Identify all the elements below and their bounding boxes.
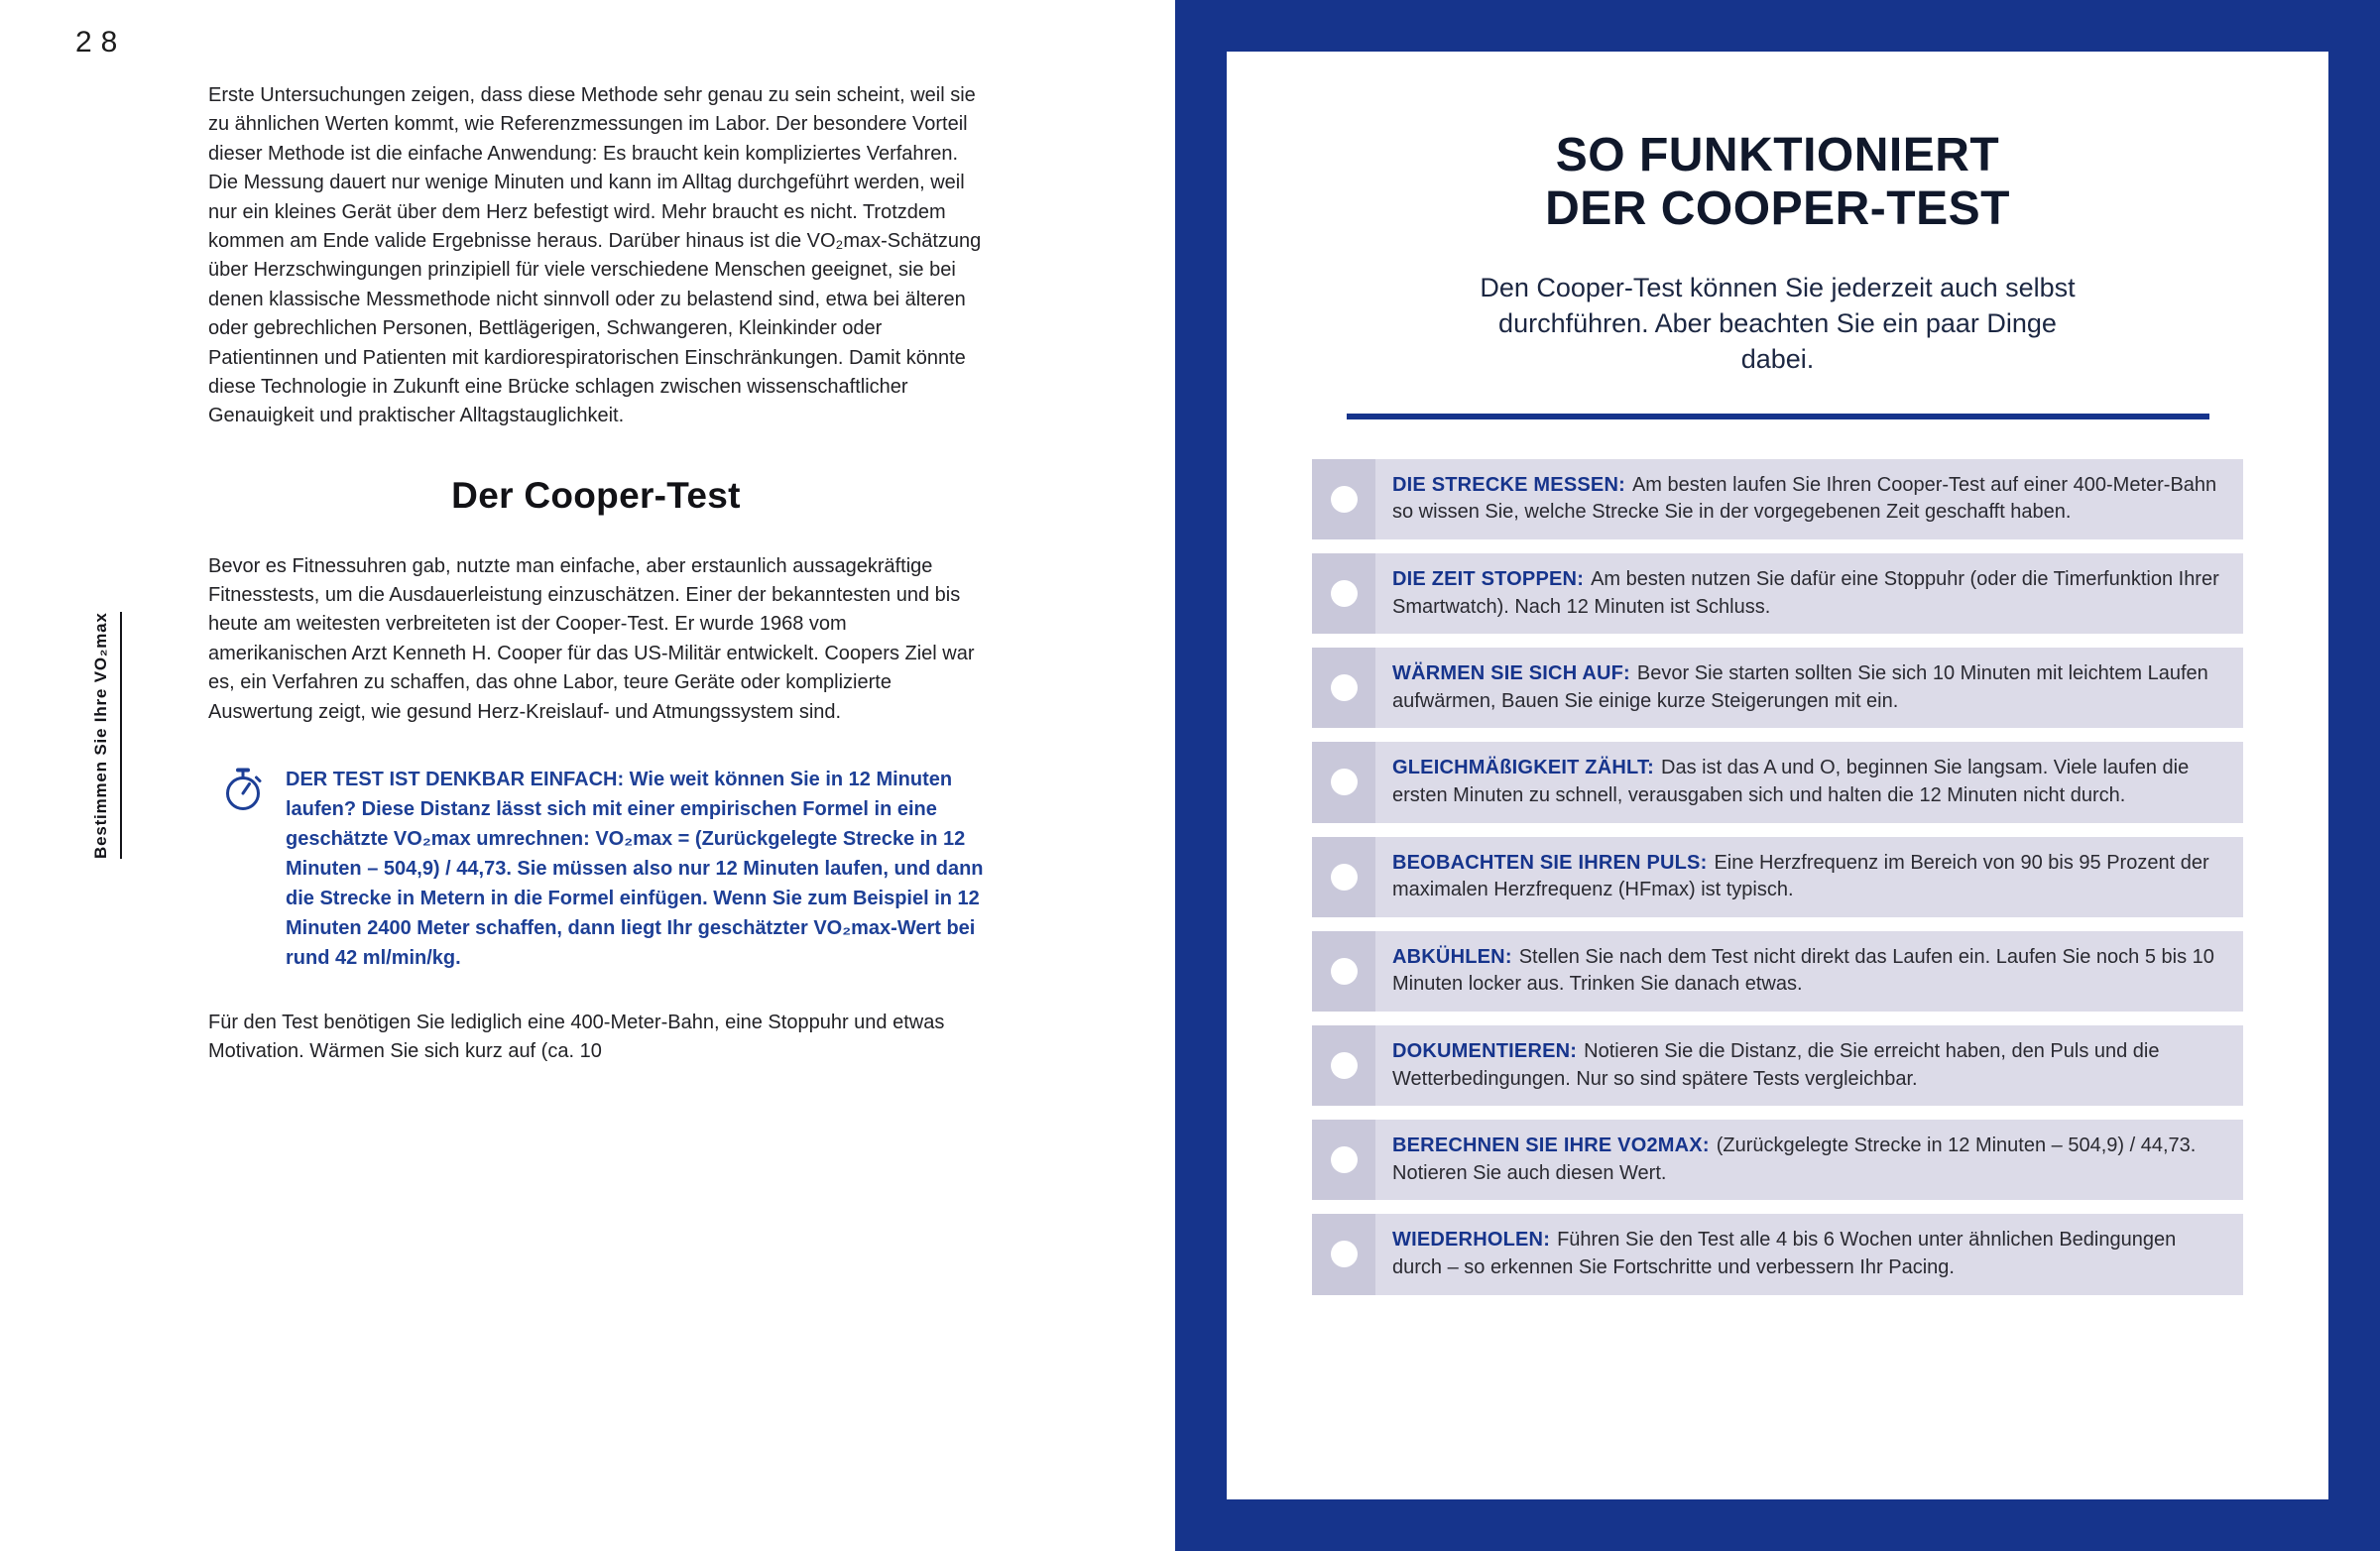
list-item (1312, 1120, 2243, 1200)
bullet-cell (1312, 837, 1375, 917)
list-item-label: BEOBACHTEN SIE IHREN PULS: (1392, 851, 1708, 874)
bullet-cell (1312, 742, 1375, 822)
bullet-cell (1312, 1025, 1375, 1106)
list-item-description: Bevor Sie starten sollten Sie sich 10 Minuten mit leichtem Laufen aufwärmen, Bauen Sie einige kurze Steigerungen mit ein. (1392, 662, 2208, 712)
circle-bullet-icon (1331, 958, 1358, 985)
bullet-cell (1312, 459, 1375, 539)
list-item (1312, 553, 2243, 634)
page-number: 28 (75, 26, 127, 59)
list-item-label: BERECHNEN SIE IHRE VO2MAX: (1392, 1134, 1710, 1157)
chapter-sidebar-label: Bestimmen Sie Ihre VO₂max (91, 612, 122, 859)
list-item-text (1375, 1120, 2243, 1200)
list-item-description: Eine Herzfrequenz im Bereich von 90 bis 95 Prozent der maximalen Herzfrequenz (HFmax) ist typisch. (1392, 851, 2209, 901)
list-item (1312, 742, 2243, 822)
list-item (1312, 931, 2243, 1012)
bullet-cell (1312, 931, 1375, 1012)
list-item-label: GLEICHMÄßIGKEIT ZÄHLT: (1392, 757, 1654, 779)
circle-bullet-icon (1331, 1052, 1358, 1079)
list-item-text (1375, 648, 2243, 728)
circle-bullet-icon (1331, 1241, 1358, 1267)
list-item-label: DIE STRECKE MESSEN: (1392, 473, 1625, 496)
list-item-description: Stellen Sie nach dem Test nicht direkt das Laufen ein. Laufen Sie noch 5 bis 10 Minuten locker aus. Trinken Sie danach etwas. (1392, 945, 2214, 996)
right-page (1175, 0, 2380, 1551)
circle-bullet-icon (1331, 769, 1358, 795)
list-item-label: DOKUMENTIEREN: (1392, 1039, 1578, 1062)
list-item (1312, 459, 2243, 539)
circle-bullet-icon (1331, 864, 1358, 891)
list-item-text (1375, 553, 2243, 634)
list-item-text (1375, 1214, 2243, 1294)
card-title-line1: SO FUNKTIONIERT (1555, 129, 2000, 181)
text-column (208, 81, 984, 1067)
list-item (1312, 648, 2243, 728)
divider-rule (1347, 414, 2209, 419)
list-item-description: Das ist das A und O, beginnen Sie langsam. Viele laufen die ersten Minuten zu schnell, verausgaben sich und halten die 12 Minuten nicht durch. (1392, 757, 2190, 806)
circle-bullet-icon (1331, 486, 1358, 513)
body-paragraph: Erste Untersuchungen zeigen, dass diese Methode sehr genau zu sein scheint, weil sie zu ähnlichen Werten kommt, wie Referenzmessungen im Labor. Der besondere Vorteil dieser Methode ist die einfache Anwendung: Es braucht kein kompliziertes Verfahren. Die Messung dauert nur wenige Minuten und kann im Alltag durchgeführt werden, weil nur ein kleines Gerät über dem Herz befestigt wird. Mehr braucht es nicht. Trotzdem kommen am Ende valide Ergebnisse heraus. Darüber hinaus ist die VO₂max-Schätzung über Herzschwingungen prinzipiell für viele verschiedene Menschen geeignet, sie bei denen klassische Messmethode nicht sinnvoll oder zu belastend sind, etwa bei älteren oder gebrechlichen Personen, Bettlägerigen, Schwangeren, Kleinkinder oder Patientinnen und Patienten mit kardiorespiratorischen Einschränkungen. Damit könnte diese Technologie in Zukunft eine Brücke schlagen zwischen wissenschaftlicher Genauigkeit und praktischer Alltagstauglichkeit. (208, 84, 982, 427)
list-item (1312, 1214, 2243, 1294)
circle-bullet-icon (1331, 580, 1358, 607)
left-page (0, 0, 1175, 1551)
list-item-description: Am besten nutzen Sie dafür eine Stoppuhr (oder die Timerfunktion Ihrer Smartwatch). Nach 12 Minuten ist Schluss. (1392, 568, 2219, 618)
card-subtitle: Den Cooper-Test können Sie jederzeit auch selbst durchführen. Aber beachten Sie ein paar Dinge dabei. (1480, 272, 2076, 375)
list-item-description: (Zurückgelegte Strecke in 12 Minuten – 504,9) / 44,73. Notieren Sie auch diesen Wert. (1392, 1134, 2197, 1184)
section-heading: Der Cooper-Test (451, 474, 741, 516)
highlight-callout (208, 765, 984, 973)
list-item (1312, 1025, 2243, 1106)
card-title-line2: DER COOPER-TEST (1545, 181, 2010, 235)
callout-text: DER TEST IST DENKBAR EINFACH: Wie weit können Sie in 12 Minuten laufen? Diese Distanz lässt sich mit einer empirischen Formel in eine geschätzte VO₂max umrechnen: VO₂max = (Zurückgelegte Strecke in 12 Minuten – 504,9) / 44,73. Sie müssen also nur 12 Minuten laufen, und dann die Strecke in Metern in die Formel einfügen. Wenn Sie zum Beispiel in 12 Minuten 2400 Meter schaffen, dann liegt Ihr geschätzter VO₂max-Wert bei rund 42 ml/min/kg. (286, 769, 984, 970)
stopwatch-icon (220, 767, 266, 812)
list-item-text (1375, 837, 2243, 917)
list-item-text (1375, 931, 2243, 1012)
circle-bullet-icon (1331, 1146, 1358, 1173)
list-item-description: Am besten laufen Sie Ihren Cooper-Test auf einer 400-Meter-Bahn so wissen Sie, welche Strecke Sie in der vorgegebenen Zeit geschafft haben. (1392, 473, 2217, 524)
checklist (1312, 459, 2243, 1295)
bullet-cell (1312, 553, 1375, 634)
list-item-text (1375, 742, 2243, 822)
list-item-label: ABKÜHLEN: (1392, 945, 1512, 968)
infobox-card (1227, 52, 2328, 1499)
list-item-label: WIEDERHOLEN: (1392, 1229, 1551, 1252)
bullet-cell (1312, 1214, 1375, 1294)
list-item-text (1375, 1025, 2243, 1106)
body-paragraph: Für den Test benötigen Sie lediglich eine 400-Meter-Bahn, eine Stoppuhr und etwas Motivation. Wärmen Sie sich kurz auf (ca. 10 (208, 1012, 945, 1063)
list-item-text (1375, 459, 2243, 539)
list-item-label: WÄRMEN SIE SICH AUF: (1392, 662, 1630, 685)
body-paragraph: Bevor es Fitnessuhren gab, nutzte man einfache, aber erstaunlich aussagekräftige Fitnesstests, um die Ausdauerleistung einzuschätzen. Einer der bekanntesten und bis heute am weitesten verbreiteten ist der Cooper-Test. Er wurde 1968 vom amerikanischen Arzt Kenneth H. Cooper für das US-Militär entwickelt. Coopers Ziel war es, ein Verfahren zu schaffen, das ohne Labor, teure Geräte oder komplizierte Auswertung zeigt, wie gesund Herz-Kreislauf- und Atmungssystem sind. (208, 554, 975, 723)
list-item-label: DIE ZEIT STOPPEN: (1392, 568, 1585, 590)
bullet-cell (1312, 648, 1375, 728)
list-item-description: Notieren Sie die Distanz, die Sie erreicht haben, den Puls und die Wetterbedingungen. Nur so sind spätere Tests vergleichbar. (1392, 1039, 2160, 1090)
card-title (1312, 129, 2243, 236)
circle-bullet-icon (1331, 674, 1358, 701)
bullet-cell (1312, 1120, 1375, 1200)
list-item-description: Führen Sie den Test alle 4 bis 6 Wochen unter ähnlichen Bedingungen durch – so erkennen Sie Fortschritte und verbessern Ihr Pacing. (1392, 1229, 2177, 1278)
list-item (1312, 837, 2243, 917)
